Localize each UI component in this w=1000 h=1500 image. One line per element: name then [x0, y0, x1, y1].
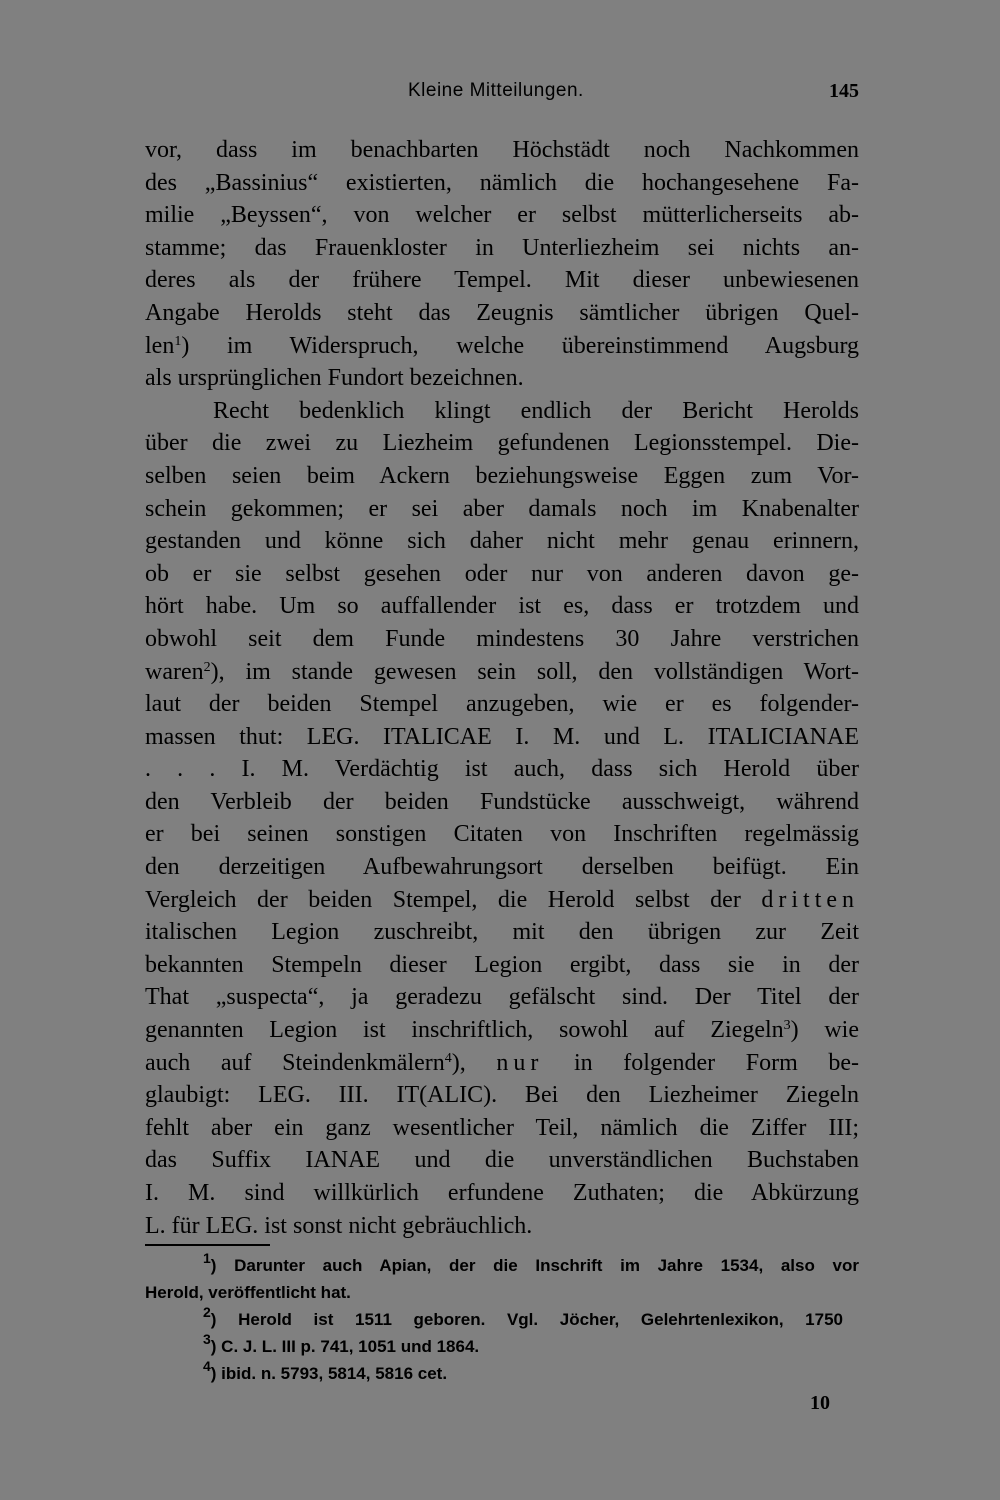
text-line [145, 1014, 859, 1047]
footnote-text: ) ibid. n. 5793, 5814, 5816 cet. [210, 1364, 448, 1383]
text-line: milie „Beyssen“, von welcher er selbst mütterlicherseits ab- [145, 202, 859, 229]
text-line: Angabe Herolds steht das Zeugnis sämtlicher übrigen Quel- [145, 299, 859, 326]
text-line: des „Bassinius“ existierten, nämlich die hochangesehene Fa- [145, 169, 859, 196]
text-line: über die zwei zu Liezheim gefundenen Legionsstempel. Die- [145, 430, 859, 457]
text-segment: genannten Legion ist inschriftlich, sowohl auf Ziegeln [145, 1017, 784, 1044]
footnote-text: ) C. J. L. III p. 741, 1051 und 1864. [210, 1337, 480, 1356]
text-line: italischen Legion zuschreibt, mit den übrigen zur Zeit [145, 919, 859, 946]
footnote-1 [145, 1252, 859, 1279]
text-segment: in folgender Form be- [573, 1049, 860, 1076]
text-segment: waren [145, 658, 204, 685]
text-line: glaubigt: LEG. III. IT(ALIC). Bei den Liezheimer Ziegeln [145, 1082, 859, 1109]
footnote-mark: 3 [203, 1331, 211, 1347]
text-line [145, 656, 859, 689]
text-line: selben seien beim Ackern beziehungsweise Eggen zum Vor- [145, 462, 859, 489]
text-line [145, 884, 859, 917]
text-line: I. M. sind willkürlich erfundene Zuthaten; die Abkürzung [145, 1180, 859, 1206]
text-line: massen thut: LEG. ITALICAE I. M. und L. ITALICIANAE [145, 723, 859, 750]
text-line: Recht bedenklich klingt endlich der Bericht Herolds [213, 397, 859, 424]
text-segment: ) wie [790, 1017, 859, 1044]
text-line [145, 330, 859, 363]
text-line: obwohl seit dem Funde mindestens 30 Jahre verstrichen [145, 625, 859, 652]
text-segment: ) im Widerspruch, welche übereinstimmend Augsburg [181, 332, 859, 359]
running-header [145, 80, 859, 110]
text-line: das Suffix IANAE und die unverständlichen Buchstaben [145, 1147, 859, 1174]
text-line: That „suspecta“, ja geradezu gefälscht sind. Der Titel der [145, 984, 859, 1011]
footnote-text: ) Herold ist 1511 geboren. Vgl. Jöcher, Gelehrtenlexikon, 1750 [210, 1310, 843, 1329]
text-line: schein gekommen; er sei aber damals noch im Knabenalter [145, 495, 859, 522]
text-line: laut der beiden Stempel anzugeben, wie er es folgender- [145, 691, 859, 718]
text-segment: auch auf Steindenkmälern [145, 1049, 445, 1076]
footnote-mark: 2 [203, 1304, 211, 1320]
footnote-4 [145, 1360, 859, 1387]
text-line: . . . I. M. Verdächtig ist auch, dass sich Herold über [145, 756, 859, 783]
text-line: deres als der frühere Tempel. Mit dieser unbewiesenen [145, 267, 859, 294]
text-segment: len [145, 332, 175, 359]
text-segment: ), [451, 1049, 466, 1076]
text-line: stamme; das Frauenkloster in Unterliezheim sei nichts an- [145, 234, 859, 261]
text-line: bekannten Stempeln dieser Legion ergibt, dass sie in der [145, 951, 859, 978]
signature-mark: 10 [810, 1392, 830, 1414]
text-line: den derzeitigen Aufbewahrungsort derselben beifügt. Ein [145, 854, 859, 881]
running-title: Kleine Mitteilungen. [408, 80, 584, 101]
text-line: den Verbleib der beiden Fundstücke ausschweigt, während [145, 788, 859, 815]
footnote-ref: 1 [174, 333, 182, 349]
footnote-text: ) Darunter auch Apian, der die Inschrift im Jahre 1534, also vor [210, 1256, 859, 1275]
text-line: gestanden und könne sich daher nicht mehr genau erinnern, [145, 528, 859, 555]
text-line: hört habe. Um so auffallender ist es, dass er trotzdem und [145, 593, 859, 620]
footnotes [145, 1252, 859, 1387]
text-line: er bei seinen sonstigen Citaten von Inschriften regelmässig [145, 821, 859, 848]
footnote-2 [145, 1306, 843, 1333]
text-segment: Vergleich der beiden Stempel, die Herold selbst der [145, 886, 741, 913]
main-text [145, 134, 859, 1242]
text-segment: ), im stande gewesen sein soll, den vollständigen Wort- [210, 658, 859, 685]
footnote-mark: 4 [203, 1358, 211, 1374]
text-line: fehlt aber ein ganz wesentlicher Teil, nämlich die Ziffer III; [145, 1114, 859, 1141]
page-number: 145 [829, 80, 859, 102]
spaced-emphasis: nur [496, 1049, 544, 1076]
footnote-3 [145, 1333, 859, 1360]
text-line: ob er sie selbst gesehen oder nur von anderen davon ge- [145, 560, 859, 587]
footnote-ref: 4 [444, 1050, 452, 1066]
spaced-emphasis: dritten [761, 886, 860, 913]
footnote-1-cont: Herold, veröffentlicht hat. [145, 1283, 351, 1302]
text-line [145, 1047, 859, 1080]
footnote-mark: 1 [203, 1250, 211, 1266]
footnote-rule [145, 1244, 270, 1246]
text-line: als ursprünglichen Fundort bezeichnen. [145, 365, 524, 392]
text-line: L. für LEG. ist sonst nicht gebräuchlich. [145, 1212, 533, 1239]
footnote-ref: 3 [783, 1018, 791, 1034]
footnote-ref: 2 [203, 659, 211, 675]
text-line: vor, dass im benachbarten Höchstädt noch Nachkommen [145, 137, 859, 163]
